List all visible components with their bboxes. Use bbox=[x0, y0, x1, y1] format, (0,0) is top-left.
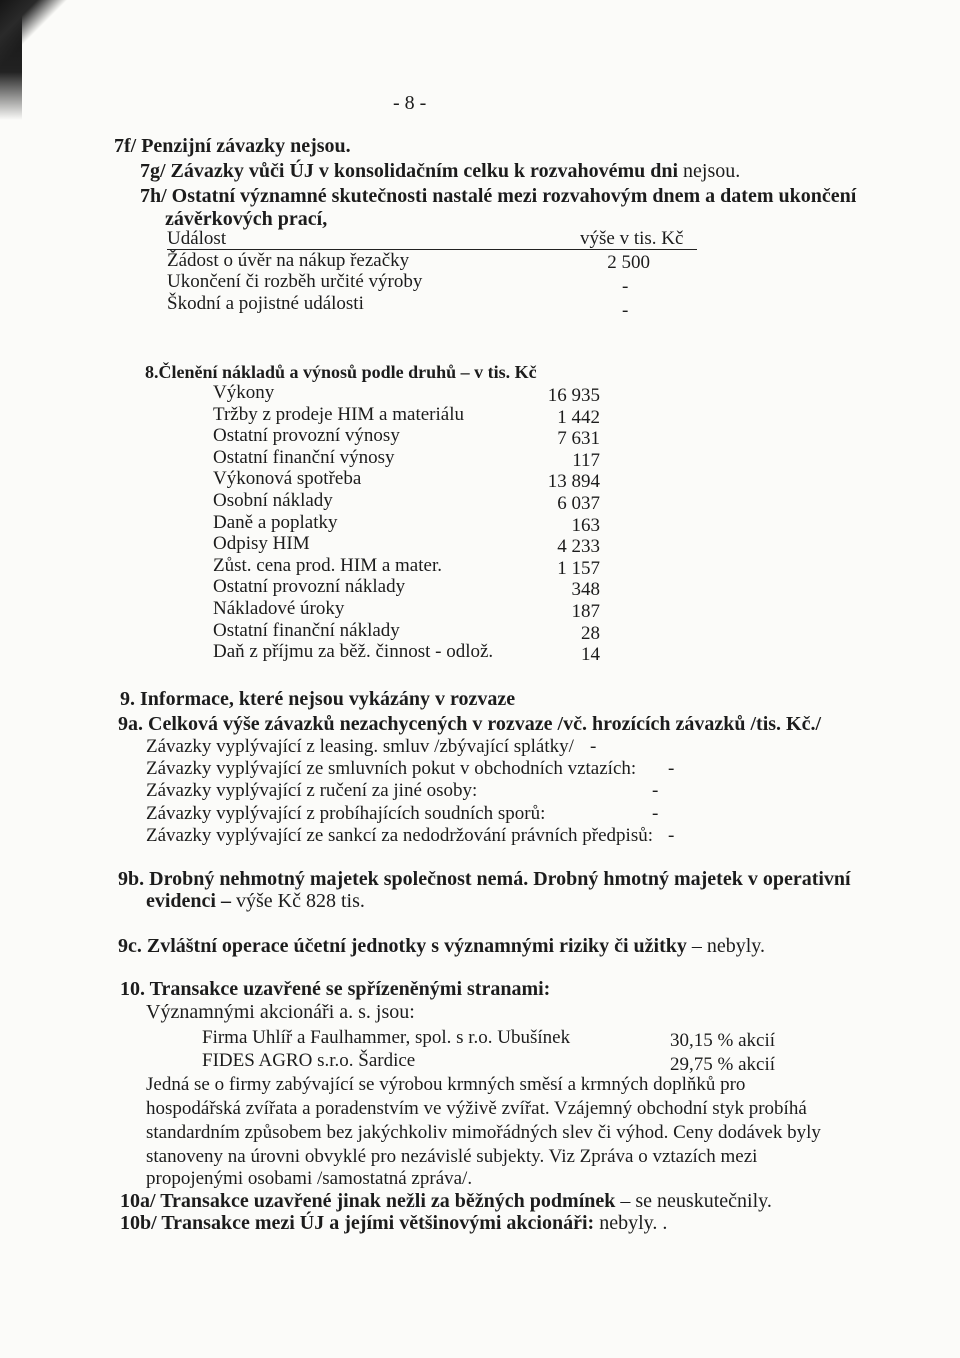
obligation-row-value: - bbox=[668, 824, 675, 846]
cost-row-label: Ostatní finanční náklady bbox=[213, 619, 400, 641]
section-7h-heading-cont: závěrkových prací, bbox=[165, 208, 328, 230]
cost-row-value: 1 157 bbox=[557, 557, 600, 579]
section-10b-bold: 10b/ Transakce mezi ÚJ a jejími většinovými akcionáři: bbox=[120, 1212, 595, 1234]
section-9b: 9b. Drobný nehmotný majetek společnost nemá. Drobný hmotný majetek v operativní bbox=[118, 868, 851, 890]
section-7g bbox=[140, 160, 740, 183]
cost-row-label: Ostatní finanční výnosy bbox=[213, 446, 395, 468]
event-row-value: - bbox=[622, 300, 629, 321]
section-8-heading: 8.Členění nákladů a výnosů podle druhů – v tis. Kč bbox=[145, 362, 537, 382]
page-number: - 8 - bbox=[393, 92, 427, 114]
section-10-intro: Významnými akcionáři a. s. jsou: bbox=[146, 1001, 415, 1023]
column-header-event: Událost bbox=[167, 228, 227, 249]
paragraph-line: Jedná se o firmy zabývající se výrobou krmných směsí a krmných doplňků pro bbox=[146, 1074, 746, 1095]
event-row-value: - bbox=[622, 276, 629, 297]
obligation-row-label: Závazky vyplývající ze smluvních pokut v obchodních vztazích: bbox=[146, 758, 637, 780]
event-row-label: Ukončení či rozběh určité výroby bbox=[167, 271, 423, 292]
event-row-label: Žádost o úvěr na nákup řezačky bbox=[167, 250, 410, 271]
cost-row-label: Nákladové úroky bbox=[213, 598, 345, 619]
cost-row-value: 4 233 bbox=[557, 536, 600, 558]
cost-row-value: 163 bbox=[571, 514, 600, 536]
cost-row-label: Odpisy HIM bbox=[213, 533, 310, 555]
paragraph-line: stanoveny na úrovni obvyklé pro nezávislé subjekty. Viz Zpráva o vztazích mezi bbox=[146, 1146, 758, 1167]
cost-row-label: Ostatní provozní výnosy bbox=[213, 425, 400, 447]
section-9b-cont bbox=[146, 890, 365, 913]
obligation-row-value: - bbox=[590, 736, 597, 757]
obligation-row-label: Závazky vyplývající z leasing. smluv /zbývající splátky/ bbox=[146, 736, 574, 757]
cost-row-value: 28 bbox=[581, 622, 600, 644]
section-10a-rest: – se neuskutečnily. bbox=[620, 1190, 772, 1212]
cost-row-label: Výkonová spotřeba bbox=[213, 468, 362, 490]
cost-row-label: Zůst. cena prod. HIM a mater. bbox=[213, 554, 442, 576]
cost-row-value: 187 bbox=[571, 601, 600, 622]
cost-row-label: Tržby z prodeje HIM a materiálu bbox=[213, 403, 464, 425]
event-row-value: 2 500 bbox=[607, 252, 650, 273]
shareholder-share: 29,75 % akcií bbox=[670, 1054, 776, 1075]
column-header-amount: výše v tis. Kč bbox=[580, 228, 684, 249]
paragraph-line: standardním způsobem bez jakýchkoliv mimořádných slev či výhod. Ceny dodávek byly bbox=[146, 1122, 821, 1143]
paragraph-line: propojenými osobami /samostatná zpráva/. bbox=[146, 1168, 473, 1189]
obligation-row-label: Závazky vyplývající ze sankcí za nedodržování právních předpisů: bbox=[146, 824, 653, 846]
obligation-row-label: Závazky vyplývající z ručení za jiné osoby: bbox=[146, 780, 478, 802]
cost-row-value: 13 894 bbox=[547, 471, 600, 493]
cost-row-label: Daň z příjmu za běž. činnost - odlož. bbox=[213, 641, 494, 663]
section-10a-bold: 10a/ Transakce uzavřené jinak nežli za běžných podmínek bbox=[120, 1190, 616, 1212]
obligation-row-value: - bbox=[668, 758, 675, 780]
section-10b bbox=[120, 1212, 667, 1235]
cost-row-value: 117 bbox=[572, 449, 600, 471]
section-9c-rest: – nebyly. bbox=[691, 935, 765, 957]
shareholder-share: 30,15 % akcií bbox=[670, 1030, 776, 1051]
cost-row-value: 14 bbox=[581, 644, 600, 666]
section-10b-rest: nebyly. . bbox=[599, 1212, 668, 1234]
section-9b-bold: evidenci – bbox=[146, 890, 231, 912]
cost-row-label: Daně a poplatky bbox=[213, 511, 338, 533]
event-row-label: Škodní a pojistné události bbox=[167, 293, 364, 314]
section-9c bbox=[118, 935, 765, 958]
obligation-row-label: Závazky vyplývající z probíhajících soudních sporů: bbox=[146, 802, 546, 824]
section-7f: 7f/ Penzijní závazky nejsou. bbox=[114, 135, 351, 157]
cost-row-value: 6 037 bbox=[557, 493, 600, 514]
section-9b-rest: výše Kč 828 tis. bbox=[236, 890, 365, 912]
cost-row-label: Osobní náklady bbox=[213, 490, 333, 511]
shareholder-name: Firma Uhlíř a Faulhammer, spol. s r.o. Ubušínek bbox=[202, 1027, 571, 1048]
section-7g-label: 7g/ Závazky vůči ÚJ v konsolidačním celku k rozvahovému dni bbox=[140, 160, 679, 182]
cost-row-value: 16 935 bbox=[547, 385, 600, 406]
cost-row-value: 7 631 bbox=[557, 428, 600, 450]
scan-corner-shadow bbox=[0, 0, 80, 70]
section-9c-bold: 9c. Zvláštní operace účetní jednotky s významnými riziky či užitky bbox=[118, 935, 687, 957]
section-9-heading: 9. Informace, které nejsou vykázány v rozvaze bbox=[120, 688, 516, 710]
shareholder-name: FIDES AGRO s.r.o. Šardice bbox=[202, 1050, 416, 1071]
cost-row-value: 1 442 bbox=[557, 406, 600, 428]
obligation-row-value: - bbox=[652, 802, 659, 824]
cost-row-label: Výkony bbox=[213, 382, 275, 403]
paragraph-line: hospodářská zvířata a poradenstvím ve výživě zvířat. Vzájemný obchodní styk probíhá bbox=[146, 1098, 807, 1119]
section-9a-heading: 9a. Celková výše závazků nezachycených v rozvaze /vč. hrozících závazků /tis. Kč./ bbox=[118, 713, 822, 735]
cost-row-value: 348 bbox=[571, 579, 600, 601]
obligation-row-value: - bbox=[652, 780, 659, 802]
section-7g-suffix: nejsou. bbox=[683, 160, 741, 182]
cost-row-label: Ostatní provozní náklady bbox=[213, 576, 406, 598]
section-10a bbox=[120, 1190, 772, 1213]
section-10-heading: 10. Transakce uzavřené se spřízeněnými stranami: bbox=[120, 978, 551, 1000]
section-7h-heading: 7h/ Ostatní významné skutečnosti nastalé mezi rozvahovým dnem a datem ukončení bbox=[140, 185, 857, 207]
